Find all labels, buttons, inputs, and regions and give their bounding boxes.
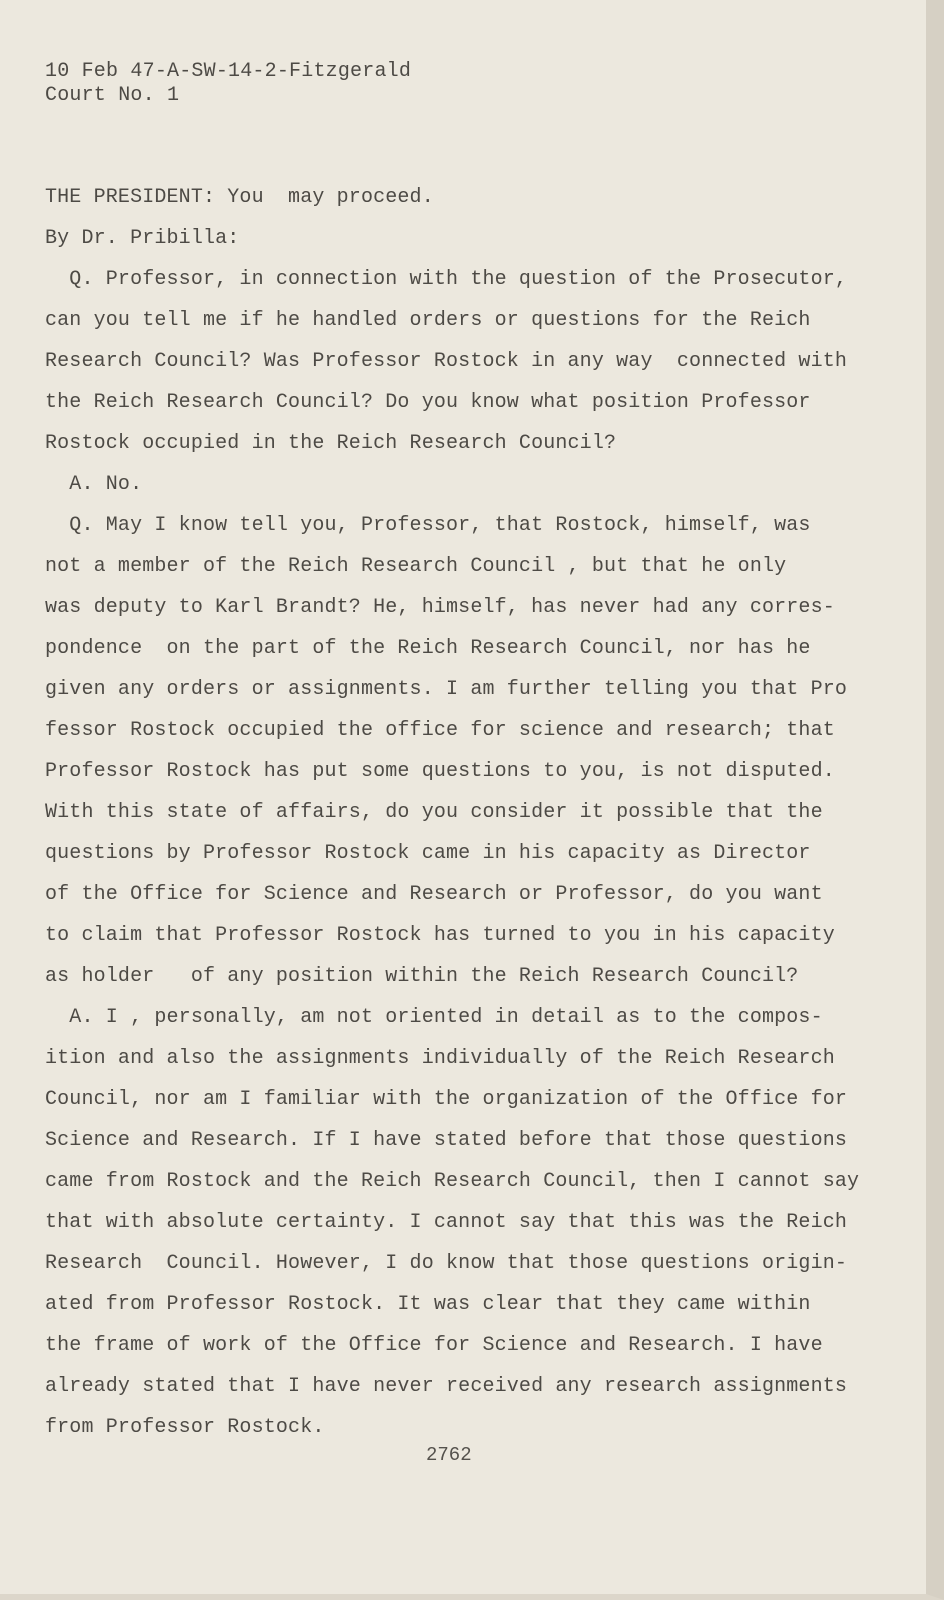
transcript-line: given any orders or assignments. I am further telling you that Pro — [45, 678, 848, 701]
transcript-line: Research Council? Was Professor Rostock in any way connected with — [45, 350, 848, 373]
transcript-line: not a member of the Reich Research Council , but that he only — [45, 555, 787, 578]
transcript-line: questions by Professor Rostock came in his capacity as Director — [45, 842, 811, 865]
transcript-line: already stated that I have never received any research assignments — [45, 1375, 848, 1398]
transcript-line: pondence on the part of the Reich Research Council, nor has he — [45, 637, 811, 660]
transcript-line: was deputy to Karl Brandt? He, himself, has never had any corres- — [45, 596, 835, 619]
transcript-line: Q. Professor, in connection with the question of the Prosecutor, — [45, 268, 848, 291]
transcript-line: Research Council. However, I do know that those questions origin- — [45, 1252, 848, 1275]
transcript-line: from Professor Rostock. — [45, 1416, 325, 1439]
transcript-line: Council, nor am I familiar with the organization of the Office for — [45, 1088, 848, 1111]
transcript-line: ition and also the assignments individually of the Reich Research — [45, 1047, 835, 1070]
transcript-line: came from Rostock and the Reich Research Council, then I cannot say — [45, 1170, 860, 1193]
transcript-line: Science and Research. If I have stated before that those questions — [45, 1129, 848, 1152]
transcript-line: as holder of any position within the Reich Research Council? — [45, 965, 799, 988]
transcript-line: A. I , personally, am not oriented in detail as to the compos- — [45, 1006, 823, 1029]
transcript-line: that with absolute certainty. I cannot say that this was the Reich — [45, 1211, 848, 1234]
transcript-line: Q. May I know tell you, Professor, that Rostock, himself, was — [45, 514, 811, 537]
transcript-line: the frame of work of the Office for Science and Research. I have — [45, 1334, 823, 1357]
header-court: Court No. 1 — [45, 84, 180, 107]
transcript-line: to claim that Professor Rostock has turned to you in his capacity — [45, 924, 835, 947]
transcript-line: A. No. — [45, 473, 143, 496]
transcript-line: of the Office for Science and Research or Professor, do you want — [45, 883, 823, 906]
header-reference: 10 Feb 47-A-SW-14-2-Fitzgerald — [45, 60, 412, 83]
transcript-line: fessor Rostock occupied the office for science and research; that — [45, 719, 835, 742]
document-header — [45, 60, 411, 108]
transcript-line: the Reich Research Council? Do you know what position Professor — [45, 391, 811, 414]
transcript-line: can you tell me if he handled orders or questions for the Reich — [45, 309, 811, 332]
transcript-line: THE PRESIDENT: You may proceed. — [45, 186, 434, 209]
transcript-line: Professor Rostock has put some questions to you, is not disputed. — [45, 760, 835, 783]
page-number: 2762 — [426, 1444, 472, 1466]
transcript-line: ated from Professor Rostock. It was clear that they came within — [45, 1293, 811, 1316]
transcript-line: Rostock occupied in the Reich Research Council? — [45, 432, 617, 455]
transcript-line: With this state of affairs, do you consider it possible that the — [45, 801, 823, 824]
transcript-line: By Dr. Pribilla: — [45, 227, 240, 250]
